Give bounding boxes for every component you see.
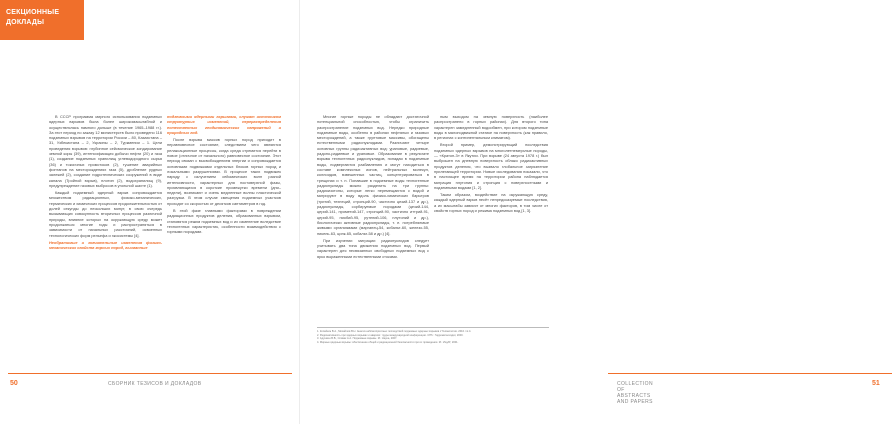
footer-divider (8, 373, 292, 374)
paragraph: Второй пример, демонстрирующий последствия подземных ядерных взрывов на многолетнемерзлые породы, — «Кратон-3» в Якутии. При взрыве (24 августа 1978 г.) был выброшен на дневную поверхность облако радиоактивных продуктов деления, что вызвало глобальное загрязнение прилегающей территории. Новые исследования показали, что в настоящее время на территории района наблюдается миграция плутония и стронция с поверхностными и подземными водами [1, 2]. (434, 142, 548, 190)
footer-divider (608, 373, 892, 374)
right-page-column-2 (434, 114, 548, 314)
paragraph: При изучении миграции радионуклидов следует учитывать два типа движения подземных вод. Первый характерен для несвязанных свободных подземных вод с ярко выраженными естественными стоками. (317, 237, 429, 259)
highlight-paragraph: Необратимые и значительные изменения физико-механических свойств горных пород, вызванные (49, 239, 162, 251)
paragraph: Многие горные породы не обладают достаточной потенциальной способностью, чтобы ограничить распространение подземных вод. Нередко природные подземные воды, особенно в районах нефтяных и газовых месторождений, а также грунтовые массивы, обогащены естественными радионуклидами. Различают четыре основных группы радиоактивных вод: урановые, радиевые, радоно-радиевые и урановые. Образование в результате взрыва техногенных радионуклидов, попадая в подземные воды, подвергаются разбавлению и могут находиться в составе комплексных ионов, нейтральных молекул, коллоидов, взвешенных частиц, концентрироваться в трещинах и т. п. Попавшие в подземные воды техногенные радионуклиды можно разделить на три группы: радиоизотопы, которые легко перемещаются с водой и мигрируют в воду вдоль физико-химических барьеров (тритий, технеций, стронций-90, частично цезий-137 и др.), радионуклиды, сорбируемые породами (цезий-144, церий-141, прометий-147, стронций-90, частично иттрий-91, церий-95, ниобий-95, рутений-106, плутоний и др.), биологически активные радионуклиды, т. е. потребляемые живыми организмами (марганец-54, кобальт-60, железо-55, никель-63, цинк-65, кобальт-58 и др.) [4]. (317, 114, 429, 236)
left-page-column-2 (167, 114, 281, 314)
left-page (0, 0, 300, 424)
paragraph: Таким образом, воздействие на окружающую среду, каждый ядерный взрыв несёт непредсказуемые последствия, а их масштабы зависят от многих факторов, в том числе от свойств горных пород и режима подземных вод [1, 3]. (434, 192, 548, 214)
section-tab (0, 0, 84, 40)
footer-title: СБОРНИК ТЕЗИСОВ И ДОКЛАДОВ (108, 381, 202, 387)
paragraph: В СССР программа мирного использования подземных ядерных взрывов была более широкомасштабной и осуществлялась намного дольше (в течение 1965–1988 гг.). За этот период по заказу 12 министерств было проведено 116 подземных взрывов на территории России – 80, Казахстана – 31, Узбекистана – 2, Украины – 2, Туркмении – 1. Цели проведения взрывов: глубинное сейсмическое зондирование земной коры (39), интенсификация добычи нефти (20) и газа (1), создание подземных хранилищ углеводородного сырья (36) и токсичных промстоков (2), тушение аварийных фонтанов на месторождениях газа (5), дробление рудных залежей (2), создание гидротехнических сооружений в виде канала (Тройной взрыв), плотин (2), водохранилищ (9), предупреждение газовых выбросов в угольной шахте (1). (49, 114, 162, 188)
section-label-line1: СЕКЦИОННЫЕ (6, 9, 60, 16)
references-divider (317, 327, 549, 328)
page-number: 51 (872, 380, 880, 387)
references-list (317, 330, 549, 355)
paragraph: В этой фазе главными факторами в повреждении радиационных продуктов деления, образованных взрывом, становятся режим подземных вод и их изменение вследствие техногенных характеристик, особенности взаимодействия с горными породами. (167, 208, 281, 235)
paragraph: После взрыва массив горных пород приходит в неравновесное состояние, следствием чего являются релаксационные процессы, когда среда стремится перейти в новое (отличное от начального) равновесное состояние. Этот период связан с высвобождением энергии и сопровождается основными подвижками отдельных блоков горных пород и локальными разрушениями. В процессе таких подвижек наряду с излучением сейсмических волн разной интенсивности, характерных для постоверхной фазы, проявляющихся в короткие промежутки времени (дни–недели), возникают и очень медленные волны пластической разгрузки. В этом случае смещения подземных участков проходят со скоростью от десятков сантиметров в год. (167, 137, 281, 206)
paragraph: Каждый подземный ядерный взрыв сопровождается множеством радиационных, физико-механических, термических и химических процессов продолжительностью от долей секунды до нескольких минут, в свою очередь вызывающих совокупность вторичных процессов различной природы, влияние которых на окружающую среду может продолжаться многие годы и распространяться в зависимости от начальных расстояний, освоенных технологических форм рельефа и экосистемы [4]. (49, 190, 162, 238)
page-number: 50 (10, 380, 18, 387)
reference-item: 4. Мирные ядерные взрывы: обеспечение общей и радиационной безопасности при их проведении. М.: ИздАТ, 2001. (317, 340, 459, 344)
reference-item: 3. Адушкин В.В., Спивак А.А. Подземные взрывы. М.: Наука, 2007. (317, 337, 398, 341)
reference-item: 2. Радиоактивность при ядерных взрывах и авариях: труды международной конференции. СПб.: Гидрометеоиздат, 2000. (317, 333, 464, 337)
reference-item: 1. Копейкин В.А., Михайлов В.Н. Анализ неблагоприятных последствий подземных ядерных взрывов // Геоэкология. 2010. № 4. (317, 330, 472, 333)
right-page-column-1 (317, 114, 429, 314)
footer-title: COLLECTION OF ABSTRACTS AND PAPERS (617, 381, 653, 405)
left-page-column-1 (49, 114, 162, 314)
section-label-line2: ДОКЛАДЫ (6, 19, 45, 26)
highlight-paragraph: подземными ядерными взрывами, служат источником структурных изменений, перераспределения естественных геодинамических напряжений и природных вод. (167, 114, 281, 135)
paragraph: ным выходом на земную поверхность (наиболее распространено в горных районах). Для второго типа характерен замедленный водообмен, при котором подземные воды в малоподвижной статике на поверхность (как правило, в регионах с континентальным климатом). (434, 114, 548, 141)
